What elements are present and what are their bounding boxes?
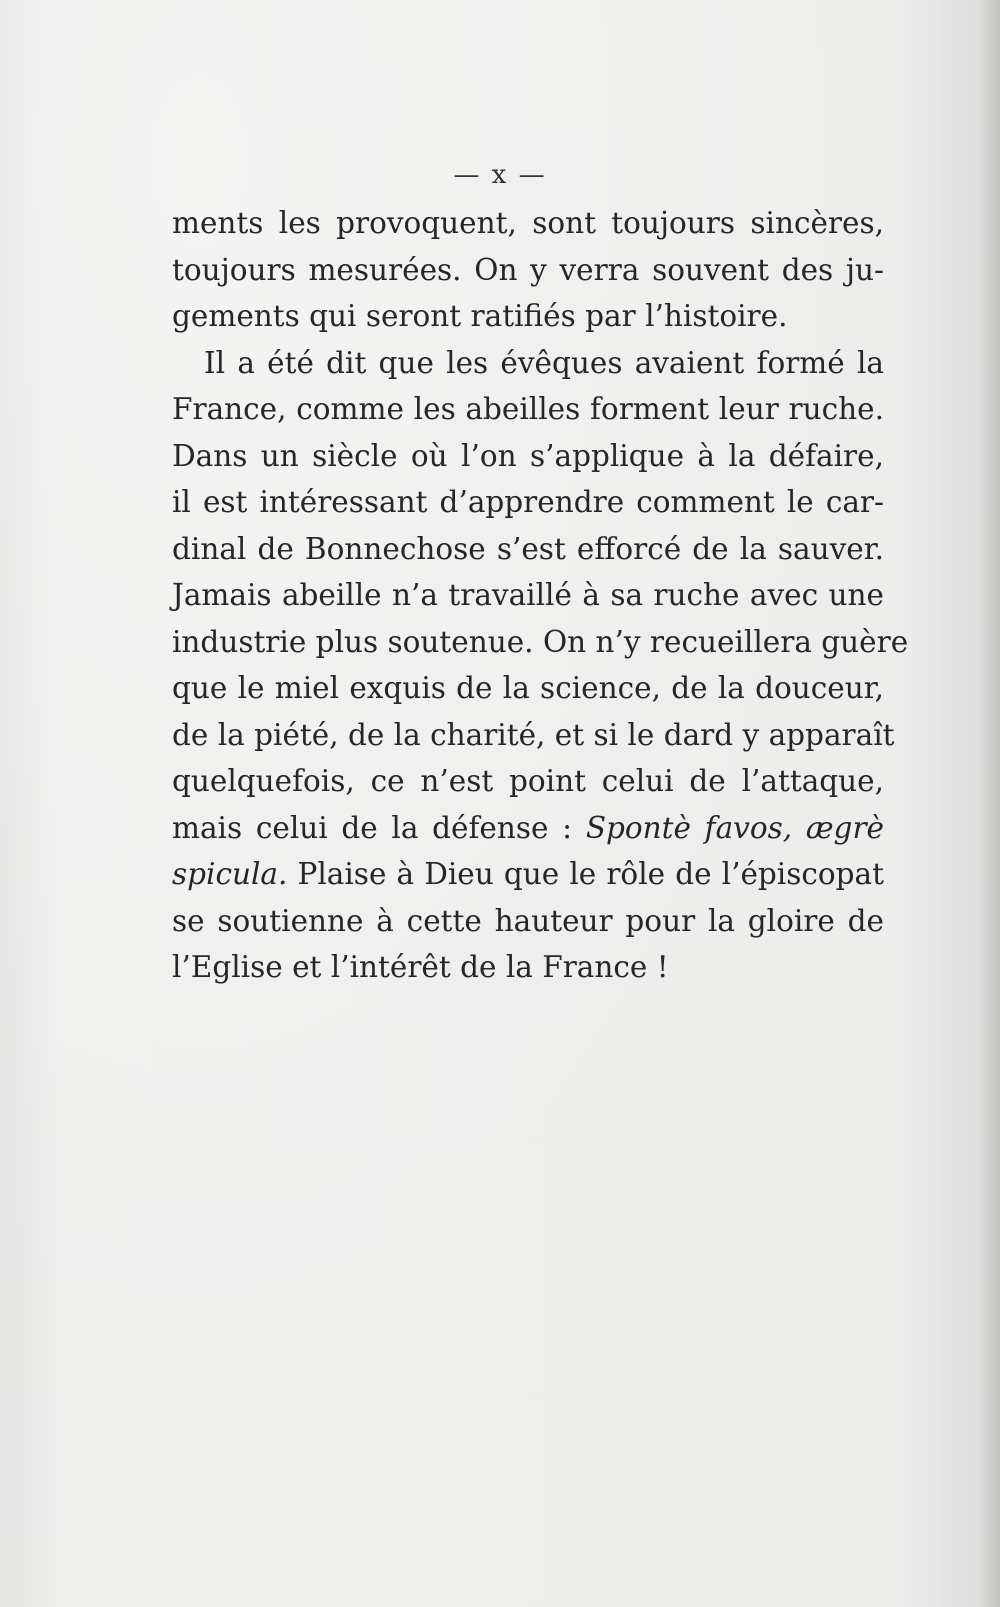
text-line: toujours mesurées. On y verra souvent des ju- bbox=[172, 252, 884, 287]
text-segment: mais celui de la défense : bbox=[172, 810, 586, 845]
page-number: — x — bbox=[453, 160, 547, 190]
text-line: industrie plus soutenue. On n’y recueillera guère bbox=[172, 624, 909, 659]
text-line: il est intéressant d’apprendre comment le car- bbox=[172, 485, 884, 519]
text-line-with-latin bbox=[172, 851, 884, 898]
body-text bbox=[172, 200, 909, 991]
text-line: l’Eglise et l’intérêt de la France ! bbox=[172, 950, 669, 984]
text-line: gements qui seront ratifiés par l’histoire. bbox=[172, 299, 788, 333]
paragraph-first-line: Il a été dit que les évêques avaient formé la bbox=[204, 345, 884, 380]
page-edge-shadow bbox=[978, 0, 1000, 1607]
text-line: ments les provoquent, sont toujours sincères, bbox=[172, 206, 884, 240]
text-line: que le miel exquis de la science, de la douceur, bbox=[172, 671, 884, 705]
text-line: Dans un siècle où l’on s’applique à la défaire, bbox=[172, 438, 884, 473]
latin-quote: spicula. bbox=[172, 857, 288, 891]
text-line: France, comme les abeilles forment leur ruche. bbox=[172, 392, 884, 426]
latin-quote: Spontè favos, ægrè bbox=[585, 810, 884, 845]
text-line: Jamais abeille n’a travaillé à sa ruche avec une bbox=[172, 578, 884, 612]
text-line-with-latin bbox=[172, 805, 884, 852]
text-line: de la piété, de la charité, et si le dard y apparaît bbox=[172, 717, 895, 752]
text-line: dinal de Bonnechose s’est efforcé de la sauver. bbox=[172, 531, 884, 566]
text-line: quelquefois, ce n’est point celui de l’attaque, bbox=[172, 764, 884, 798]
text-segment: Plaise à Dieu que le rôle de l’épiscopat bbox=[287, 857, 884, 891]
text-line: se soutienne à cette hauteur pour la gloire de bbox=[172, 903, 884, 938]
